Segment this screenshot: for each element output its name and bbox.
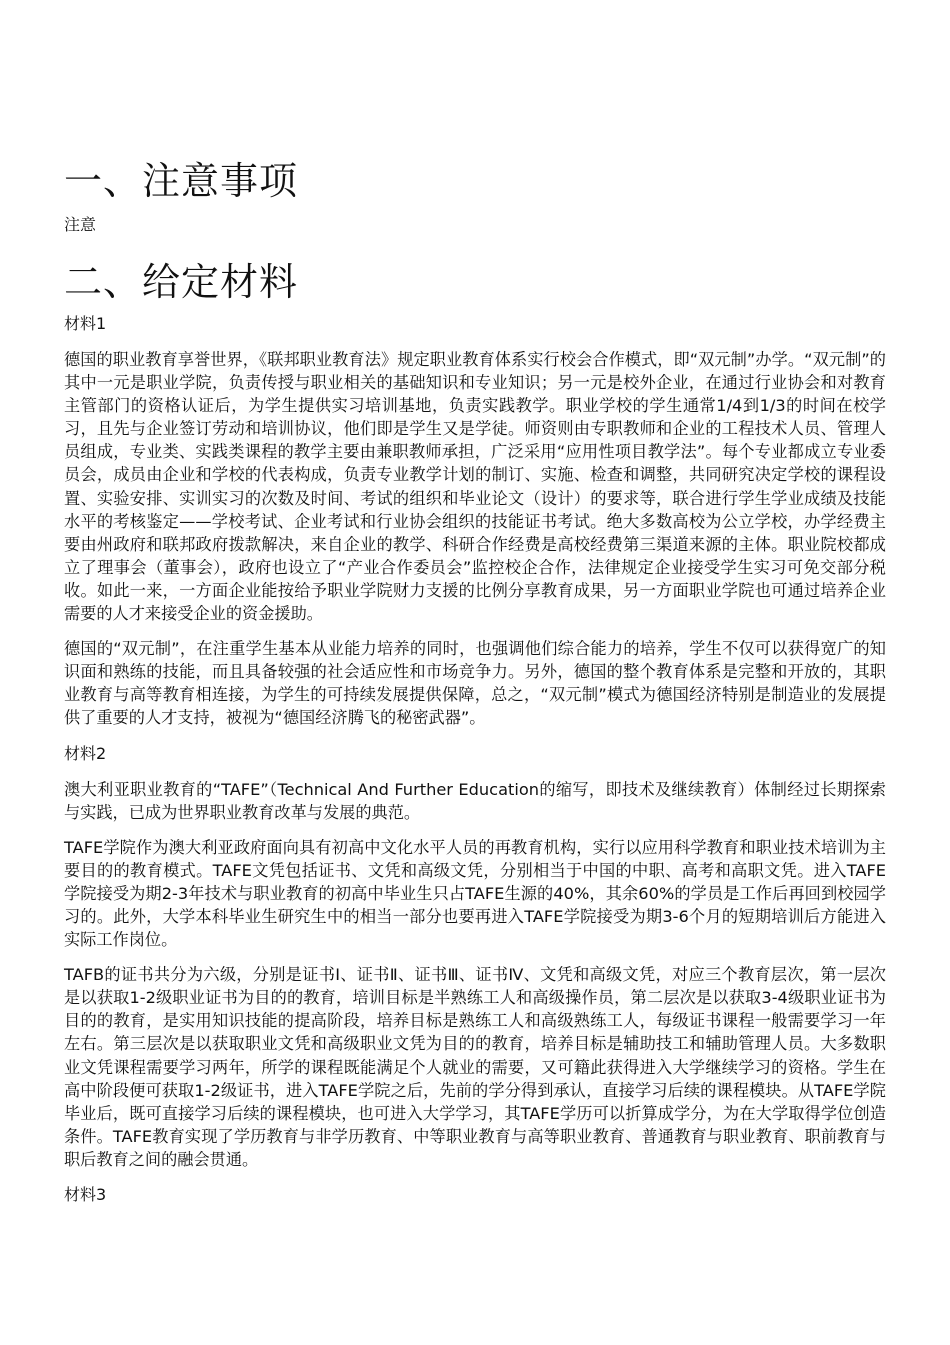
section-2-title: 二、给定材料: [64, 260, 299, 304]
material-2-label: 材料2: [64, 743, 107, 763]
materials-body: [64, 312, 886, 1219]
material-1-paragraph-1: 德国的职业教育享誉世界，《联邦职业教育法》规定职业教育体系实行校会合作模式，即“双元制”办学。“双元制”的其中一元是职业学院，负责传授与职业相关的基础知识和专业知识；另一元是校外企业，在通过行业协会和对教育主管部门的资格认证后，为学生提供实习培训基地，负责实践教学。职业学校的学生通常1/4到1/3的时间在校学习，且先与企业签订劳动和培训协议，他们即是学生又是学徒。师资则由专职教师和企业的工程技术人员、管理人员组成，专业类、实践类课程的教学主要由兼职教师承担，广泛采用“应用性项目教学法”。每个专业都成立专业委员会，成员由企业和学校的代表构成，负责专业教学计划的制订、实施、检查和调整，共同研究决定学校的课程设置、实验安排、实训实习的次数及时间、考试的组织和毕业论文（设计）的要求等，联合进行学生学业成绩及技能水平的考核鉴定——学校考试、企业考试和行业协会组织的技能证书考试。绝大多数高校为公立学校，办学经费主要由州政府和联邦政府拨款解决，来自企业的教学、科研合作经费是高校经费第三渠道来源的主体。职业院校都成立了理事会（董事会），政府也设立了“产业合作委员会”监控校企合作，法律规定企业接受学生实习可免交部分税收。如此一来，一方面企业能按给予职业学院财力支援的比例分享教育成果，另一方面职业学院也可通过培养企业需要的人才来接受企业的资金援助。: [64, 350, 886, 624]
material-3-label: 材料3: [64, 1185, 107, 1204]
section-1-text: 注意: [64, 215, 97, 234]
material-1-paragraph-2: 德国的“双元制”，在注重学生基本从业能力培养的同时，也强调他们综合能力的培养，学生不仅可以获得宽广的知识面和熟练的技能，而且具备较强的社会适应性和市场竞争力。另外，德国的整个教育体系是完整和开放的，其职业教育与高等教育相连接，为学生的可持续发展提供保障，总之，“双元制”模式为德国经济特别是制造业的发展提供了重要的人才支持，被视为“德国经济腾飞的秘密武器”。: [64, 639, 886, 728]
material-2-paragraph-1: 澳大利亚职业教育的“TAFE”（Technical And Further Education的缩写，即技术及继续教育）体制经过长期探索与实践，已成为世界职业教育改革与发展的典范。: [64, 779, 886, 822]
section-1-title: 一、注意事项: [64, 159, 299, 203]
material-1-label: 材料1: [64, 314, 107, 333]
material-2-paragraph-2: TAFE学院作为澳大利亚政府面向具有初高中文化水平人员的再教育机构，实行以应用科学教育和职业技术培训为主要目的的教育模式。TAFE文凭包括证书、文凭和高级文凭，分别相当于中国的中职、高考和高职文凭。进入TAFE学院接受为期2-3年技术与职业教育的初高中毕业生只占TAFE生源的40%，其余60%的学员是工作后再回到校园学习的。此外，大学本科毕业生研究生中的相当一部分也要再进入TAFE学院接受为期3-6个月的短期培训后方能进入实际工作岗位。: [64, 837, 886, 950]
material-2-paragraph-3: TAFB的证书共分为六级，分别是证书Ⅰ、证书Ⅱ、证书Ⅲ、证书Ⅳ、文凭和高级文凭，对应三个教育层次，第一层次是以获取1-2级职业证书为目的的教育，培训目标是半熟练工人和高级操作员，第二层次是以获取3-4级职业证书为目的的教育，是实用知识技能的提高阶段，培养目标是熟练工人和高级熟练工人，每级证书课程一般需要学习一年左右。第三层次是以获取职业文凭和高级职业文凭为目的的教育，培养目标是辅助技工和辅助管理人员。大多数职业文凭课程需要学习两年，所学的课程既能满足个人就业的需要，又可籍此获得进入大学继续学习的资格。学生在高中阶段便可获取1-2级证书，进入TAFE学院之后，先前的学分得到承认，直接学习后续的课程模块。从TAFE学院毕业后，既可直接学习后续的课程模块，也可进入大学学习，其TAFE学历可以折算成学分，为在大学取得学位创造条件。TAFE教育实现了学历教育与非学历教育、中等职业教育与高等职业教育、普通教育与职业教育、职前教育与职后教育之间的融会贯通。: [64, 965, 886, 1169]
